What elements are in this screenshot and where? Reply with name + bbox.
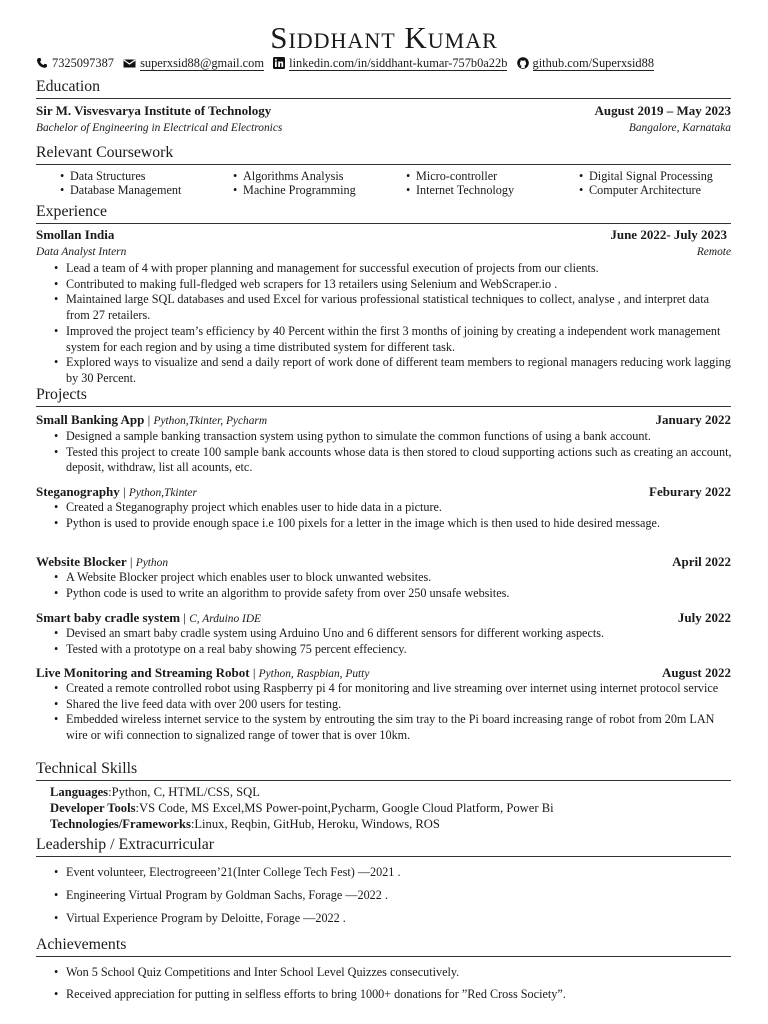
project-date: Feburary 2022 bbox=[649, 484, 731, 499]
list-item: • Created a remote controlled robot using Raspberry pi 4 for monitoring and live streaming over internet using internet protocol service bbox=[54, 681, 734, 697]
degree-title: Bachelor of Engineering in Electrical and Electronics bbox=[36, 122, 283, 134]
experience-heading: Experience bbox=[36, 203, 731, 224]
course-item: • Algorithms Analysis bbox=[233, 169, 356, 183]
leadership-bullets bbox=[54, 861, 734, 930]
institution-name: Sir M. Visvesvarya Institute of Technology bbox=[36, 103, 272, 118]
envelope-icon bbox=[123, 58, 136, 69]
list-item: • A Website Blocker project which enables user to block unwanted websites. bbox=[54, 570, 734, 586]
project-tech: Python,Tkinter bbox=[128, 487, 197, 499]
list-item: • Event volunteer, Electrogreeen’21(Inter College Tech Fest) —2021 . bbox=[54, 861, 734, 884]
course-item: • Micro-controller bbox=[406, 169, 514, 183]
experience-bullets bbox=[54, 261, 734, 387]
linkedin-link[interactable]: linkedin.com/in/siddhant-kumar-757b0a22b bbox=[289, 56, 508, 70]
course-item: • Data Structures bbox=[60, 169, 181, 183]
list-item: • Embedded wireless internet service to the system by entrouting the sim tray to the Pi board increasing range of robot from 20m LAN wire or wifi connection to signalized range of tower that is over 10km. bbox=[54, 712, 734, 743]
email-link[interactable]: superxsid88@gmail.com bbox=[140, 56, 265, 70]
list-item: • Contributed to making full-fledged web scrapers for 13 retailers using Selenium and WebScraper.io . bbox=[54, 277, 734, 293]
github-item[interactable] bbox=[517, 56, 655, 71]
github-icon bbox=[517, 57, 529, 69]
list-item: • Python code is used to write an algorithm to provide safety from over 250 unsafe websites. bbox=[54, 586, 734, 602]
project-bullets bbox=[54, 429, 734, 476]
resume-page: Siddhant Kumar 7325097387 superxsid88@gmail.com linkedin.com/in/siddhant-kumar-757b0a22b github.com/Superxsid88 Education Sir M. Visvesvarya Institute of Technology August 2019 – May 2023 Bachelor of Engineering in Electrical and Electronics Bangalore, Karnataka Relevant Coursework • Data Structures • Database Management • Algorithms Analysis • Machine Programming • Micro-controller • Internet Technology • Digital Signal Processing • Computer Architecture Experience Smollan India June 2022- July 2023 Data Analyst Intern Remote • Lead a team of 4 with proper planning and management for successful execution of projects from our clients. • Contributed to making full-fledged web scrapers for 13 retailers using Selenium and WebScraper.io . • Maintained large SQL databases and used Excel for various professional statistical techniques to collect, analyse , and interpret data from 27 retailers. • Improved the project team’s efficiency by 40 Percent within the first 3 months of joining by creating a independent work management system for each region and by using a time distributed system for different task. • Explored ways to visualize and send a daily report of work done of different team members to regional managers reducing work lagging by 30 Percent. Projects Small Banking App | Python,Tkinter, Pycharm January 2022 • Designed a sample banking transaction system using python to simulate the common functions of using a bank account. • Tested this project to create 100 sample bank accounts whose data is then stored to cloud supporting actions such as creating an account, deposit, withdraw, list all acounts, etc. Steganography | Python,Tkinter Feburary 2022 • Created a Steganography project which enables user to hide data in a picture. • Python is used to provide enough space i.e 100 pixels for a letter in the image which is then used to hide desired message. Website Blocker | Python April 2022 • A Website Blocker project which enables user to block unwanted websites. • Python code is used to write an algorithm to provide safety from over 250 unsafe websites. Smart baby cradle system | C, Arduino IDE July 2022 • Devised an smart baby cradle system using Arduino Uno and 6 different sensors for different working aspects. • Tested with a prototype on a real baby showing 75 percent effeciency. Live Monitoring and Streaming Robot | Python, Raspbian, Putty August 2022 • Created a remote controlled robot using Raspberry pi 4 for monitoring and live streaming over internet using internet protocol service • Shared the live feed data with over 200 users for testing. • Embedded wireless internet service to the system by entrouting the sim tray to the Pi board increasing range of robot from 20m LAN wire or wifi connection to signalized range of tower that is over 10km. Technical Skills Languages:Python, C, HTML/CSS, SQL Developer Tools:VS Code, MS Excel,MS Power-point,Pycharm, Google Cloud Platform, Power Bi Technologies/Frameworks:Linux, Reqbin, GitHub, Heroku, Windows, ROS Leadership / Extracurricular • Event volunteer, Electrogreeen’21(Inter College Tech Fest) —2021 . • Engineering Virtual Program by Goldman Sachs, Forage —2022 . • Virtual Experience Program by Deloitte, Forage —2022 . Achievements • Won 5 School Quiz Competitions and Inter School Level Quizzes consecutively. • Received appreciation for putting in selfless efforts to bring 1000+ donations for ”Red Cross Society”. bbox=[0, 0, 768, 1024]
education-location: Bangalore, Karnataka bbox=[628, 122, 731, 134]
project-bullets bbox=[54, 570, 734, 601]
list-item: • Shared the live feed data with over 200 users for testing. bbox=[54, 697, 734, 713]
skill-label: Languages bbox=[50, 785, 109, 799]
project-title: Website Blocker bbox=[36, 554, 127, 569]
list-item: • Received appreciation for putting in selfless efforts to bring 1000+ donations for ”Red Cross Society”. bbox=[54, 983, 734, 1005]
list-item: • Created a Steganography project which enables user to hide data in a picture. bbox=[54, 500, 734, 516]
skill-value: VS Code, MS Excel,MS Power-point,Pycharm, Google Cloud Platform, Power Bi bbox=[138, 801, 554, 815]
course-item: • Database Management bbox=[60, 183, 181, 197]
projects-heading: Projects bbox=[36, 386, 731, 407]
list-item: • Engineering Virtual Program by Goldman Sachs, Forage —2022 . bbox=[54, 884, 734, 907]
project-title: Live Monitoring and Streaming Robot bbox=[36, 665, 250, 680]
github-link[interactable]: github.com/Superxsid88 bbox=[532, 56, 655, 70]
project-title: Small Banking App bbox=[36, 412, 145, 427]
skills-heading: Technical Skills bbox=[36, 760, 731, 781]
education-dates: August 2019 – May 2023 bbox=[594, 103, 731, 118]
candidate-name: Siddhant Kumar bbox=[270, 20, 498, 55]
leadership-heading: Leadership / Extracurricular bbox=[36, 836, 731, 857]
project-date: August 2022 bbox=[662, 665, 731, 680]
coursework-heading: Relevant Coursework bbox=[36, 144, 731, 165]
project-bullets bbox=[54, 500, 734, 531]
coursework-column bbox=[406, 169, 514, 197]
skill-row: Technologies/Frameworks:Linux, Reqbin, GitHub, Heroku, Windows, ROS bbox=[50, 817, 440, 831]
skills-block bbox=[50, 784, 554, 832]
coursework-column bbox=[60, 169, 181, 197]
project-title: Steganography bbox=[36, 484, 120, 499]
course-item: • Internet Technology bbox=[406, 183, 514, 197]
phone-item bbox=[36, 56, 114, 71]
list-item: • Python is used to provide enough space i.e 100 pixels for a letter in the image which is then used to hide desired message. bbox=[54, 516, 734, 532]
project-tech: Python,Tkinter, Pycharm bbox=[153, 415, 268, 427]
project-tech: Python bbox=[135, 557, 169, 569]
project-tech: Python, Raspbian, Putty bbox=[258, 668, 370, 680]
list-item: • Lead a team of 4 with proper planning and management for successful execution of projects from our clients. bbox=[54, 261, 734, 277]
list-item: • Devised an smart baby cradle system using Arduino Uno and 6 different sensors for different working aspects. bbox=[54, 626, 734, 642]
project-date: July 2022 bbox=[677, 610, 731, 625]
skill-label: Technologies/Frameworks bbox=[50, 817, 191, 831]
list-item: • Maintained large SQL databases and used Excel for various professional statistical techniques to collect, analyse , and interpret data from 27 retailers. bbox=[54, 292, 734, 323]
project-bullets bbox=[54, 681, 734, 744]
role-title: Data Analyst Intern bbox=[36, 246, 127, 258]
linkedin-item[interactable] bbox=[273, 56, 507, 71]
course-item: • Computer Architecture bbox=[579, 183, 713, 197]
education-heading: Education bbox=[36, 78, 731, 99]
course-item: • Machine Programming bbox=[233, 183, 356, 197]
contact-line bbox=[36, 56, 736, 71]
project-date: January 2022 bbox=[655, 412, 731, 427]
list-item: • Tested with a prototype on a real baby showing 75 percent effeciency. bbox=[54, 642, 734, 658]
phone-number: 7325097387 bbox=[52, 56, 114, 70]
coursework-column bbox=[579, 169, 713, 197]
list-item: • Designed a sample banking transaction system using python to simulate the common functions of using a bank account. bbox=[54, 429, 734, 445]
list-item: • Explored ways to visualize and send a daily report of work done of different team members to regional managers reducing work lagging by 30 Percent. bbox=[54, 355, 734, 386]
list-item: • Virtual Experience Program by Deloitte, Forage —2022 . bbox=[54, 907, 734, 930]
company-name: Smollan India bbox=[36, 227, 115, 242]
email-item[interactable] bbox=[123, 56, 264, 71]
course-item: • Digital Signal Processing bbox=[579, 169, 713, 183]
achievements-heading: Achievements bbox=[36, 936, 731, 957]
coursework-column bbox=[233, 169, 356, 197]
linkedin-icon bbox=[273, 57, 285, 69]
project-tech: C, Arduino IDE bbox=[189, 613, 262, 625]
list-item: • Improved the project team’s efficiency by 40 Percent within the first 3 months of joining by creating a independent work management system for each region and by using a time distributed system for different task. bbox=[54, 324, 734, 355]
achievements-bullets bbox=[54, 961, 734, 1005]
skill-value: Linux, Reqbin, GitHub, Heroku, Windows, ROS bbox=[194, 817, 440, 831]
skill-value: Python, C, HTML/CSS, SQL bbox=[111, 785, 260, 799]
list-item: • Tested this project to create 100 sample bank accounts whose data is then stored to cloud supporting actions such as creating an account, deposit, withdraw, list all acounts, etc. bbox=[54, 445, 734, 476]
project-date: April 2022 bbox=[672, 554, 731, 569]
skill-row: Developer Tools:VS Code, MS Excel,MS Power-point,Pycharm, Google Cloud Platform, Power Bi bbox=[50, 801, 554, 815]
experience-location: Remote bbox=[696, 246, 731, 258]
experience-dates: June 2022- July 2023 bbox=[610, 227, 727, 242]
skill-row: Languages:Python, C, HTML/CSS, SQL bbox=[50, 785, 260, 799]
phone-icon bbox=[36, 57, 48, 69]
list-item: • Won 5 School Quiz Competitions and Inter School Level Quizzes consecutively. bbox=[54, 961, 734, 983]
project-title: Smart baby cradle system bbox=[36, 610, 181, 625]
skill-label: Developer Tools bbox=[50, 801, 136, 815]
project-bullets bbox=[54, 626, 734, 657]
